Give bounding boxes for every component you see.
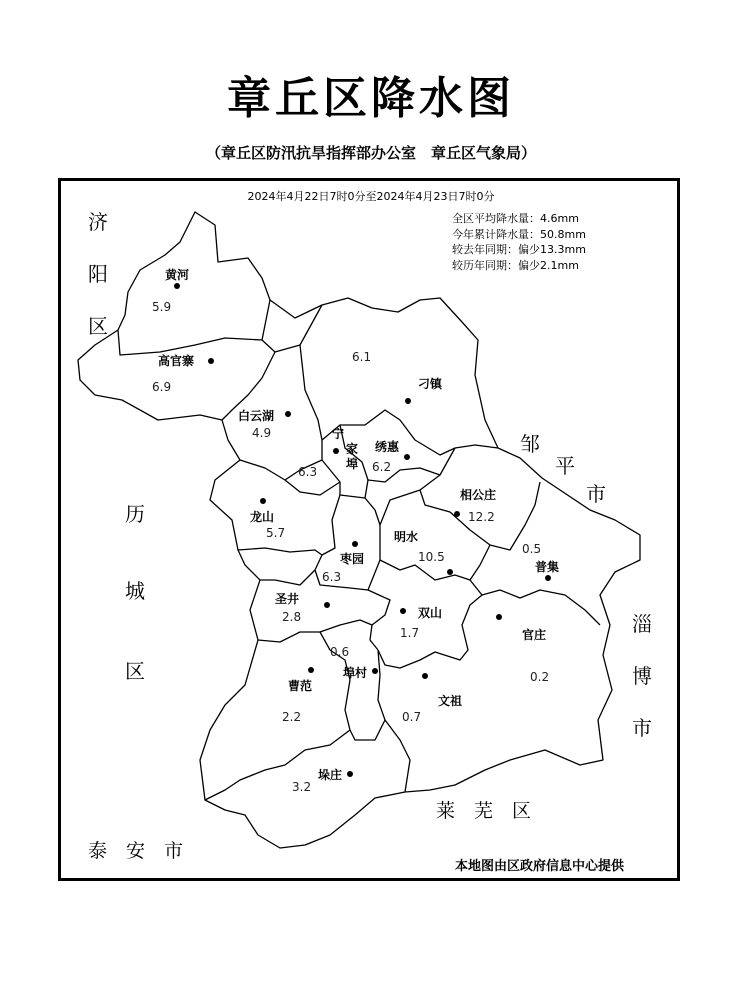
town-longshan-name: 龙山	[250, 510, 275, 524]
town-wenzu-value: 0.7	[402, 710, 422, 724]
neighbor-zouping-2: 平	[555, 454, 575, 478]
town-huanghe-name: 黄河	[165, 268, 190, 282]
neighbor-zibo-1: 淄	[632, 612, 652, 636]
town-xianggongzhuang-marker	[454, 511, 460, 517]
town-bucun-marker	[372, 668, 378, 674]
town-gaoguanzhai-value: 6.9	[152, 380, 172, 394]
town-puji-value: 0.5	[522, 542, 542, 556]
town-xianggongzhuang-name: 相公庄	[460, 488, 497, 502]
town-wenzu-marker	[422, 673, 428, 679]
town-baiyunhu-value: 4.9	[252, 426, 272, 440]
town-gaoguanzhai-marker	[208, 358, 214, 364]
town-duozhuang-name: 垛庄	[318, 768, 343, 782]
neighbor-zibo-3: 市	[632, 716, 652, 740]
neighbor-zibo-2: 博	[632, 664, 652, 688]
town-ningjiabu-name-2: 家	[346, 442, 359, 456]
town-huanghe-marker	[174, 283, 180, 289]
neighbor-licheng-2: 城	[125, 579, 145, 603]
town-shuangshan-value: 1.7	[400, 626, 420, 640]
town-wenzu-name: 文祖	[438, 694, 463, 708]
town-zaoyuan-name: 枣园	[340, 552, 365, 566]
neighbor-zouping-1: 邹	[520, 432, 540, 456]
town-xianggongzhuang-value: 12.2	[468, 510, 495, 524]
neighbor-zouping-3: 市	[586, 482, 606, 506]
town-longshan-value: 5.7	[266, 526, 286, 540]
town-xiuhui-name: 绣惠	[375, 440, 400, 454]
town-xiuhui-value: 6.2	[372, 460, 392, 474]
town-diaozhen-marker	[405, 398, 411, 404]
town-shuangshan-name: 双山	[418, 606, 443, 620]
stat-vs-last-year: 较去年同期：偏少13.3mm	[452, 243, 586, 256]
town-xiuhui-marker	[404, 454, 410, 460]
town-baiyunhu-name: 白云湖	[238, 409, 275, 423]
town-caofan-marker	[308, 667, 314, 673]
neighbor-taian: 泰 安 市	[88, 840, 184, 862]
town-mingshui-marker	[447, 569, 453, 575]
map-credit: 本地图由区政府信息中心提供	[455, 859, 625, 874]
town-ningjiabu-value: 6.3	[298, 465, 318, 479]
neighbor-jiyang-3: 区	[88, 314, 108, 338]
town-guanzhuang-value: 0.2	[530, 670, 550, 684]
town-duozhuang-value: 3.2	[292, 780, 312, 794]
town-puji-name: 普集	[535, 560, 560, 574]
map-title: 章丘区降水图	[227, 73, 515, 124]
town-huanghe-value: 5.9	[152, 300, 172, 314]
neighbor-laiwu: 莱 芜 区	[436, 800, 532, 822]
town-gaoguanzhai-name: 高官寨	[158, 354, 195, 368]
map-subtitle: （章丘区防汛抗旱指挥部办公室 章丘区气象局）	[205, 144, 536, 162]
town-shuangshan-marker	[400, 608, 406, 614]
town-bucun-name: 埠村	[343, 666, 368, 680]
town-zaoyuan-marker	[352, 541, 358, 547]
period-label: 2024年4月22日7时0分至2024年4月23日7时0分	[247, 190, 495, 203]
stat-cumulative: 今年累计降水量：50.8mm	[452, 227, 586, 241]
stat-vs-normal: 较历年同期：偏少2.1mm	[452, 258, 579, 272]
town-duozhuang-marker	[347, 771, 353, 777]
town-diaozhen-value: 6.1	[352, 350, 372, 364]
town-ningjiabu-name-3: 埠	[346, 457, 359, 471]
town-guanzhuang-name: 官庄	[522, 628, 547, 642]
town-caofan-value: 2.2	[282, 710, 302, 724]
neighbor-jiyang-1: 济	[88, 210, 108, 234]
town-diaozhen-name: 刁镇	[418, 377, 443, 391]
town-shengjing-value: 2.8	[282, 610, 302, 624]
town-shengjing-marker	[324, 602, 330, 608]
neighbor-licheng-3: 区	[125, 659, 145, 683]
town-puji-marker	[545, 575, 551, 581]
town-guanzhuang-marker	[496, 614, 502, 620]
town-shengjing-name: 圣井	[275, 592, 300, 606]
town-caofan-name: 曹范	[288, 679, 313, 693]
neighbor-licheng-1: 历	[125, 502, 145, 526]
town-longshan-marker	[260, 498, 266, 504]
stat-average: 全区平均降水量：4.6mm	[452, 212, 579, 225]
town-bucun-value: 0.6	[330, 645, 350, 659]
town-ningjiabu-name-1: 宁	[332, 427, 345, 441]
neighbor-jiyang-2: 阳	[88, 262, 108, 286]
town-ningjiabu-marker	[333, 448, 339, 454]
town-zaoyuan-value: 6.3	[322, 570, 342, 584]
town-mingshui-name: 明水	[394, 530, 419, 544]
town-mingshui-value: 10.5	[418, 550, 445, 564]
town-baiyunhu-marker	[285, 411, 291, 417]
stats-panel	[452, 211, 586, 273]
